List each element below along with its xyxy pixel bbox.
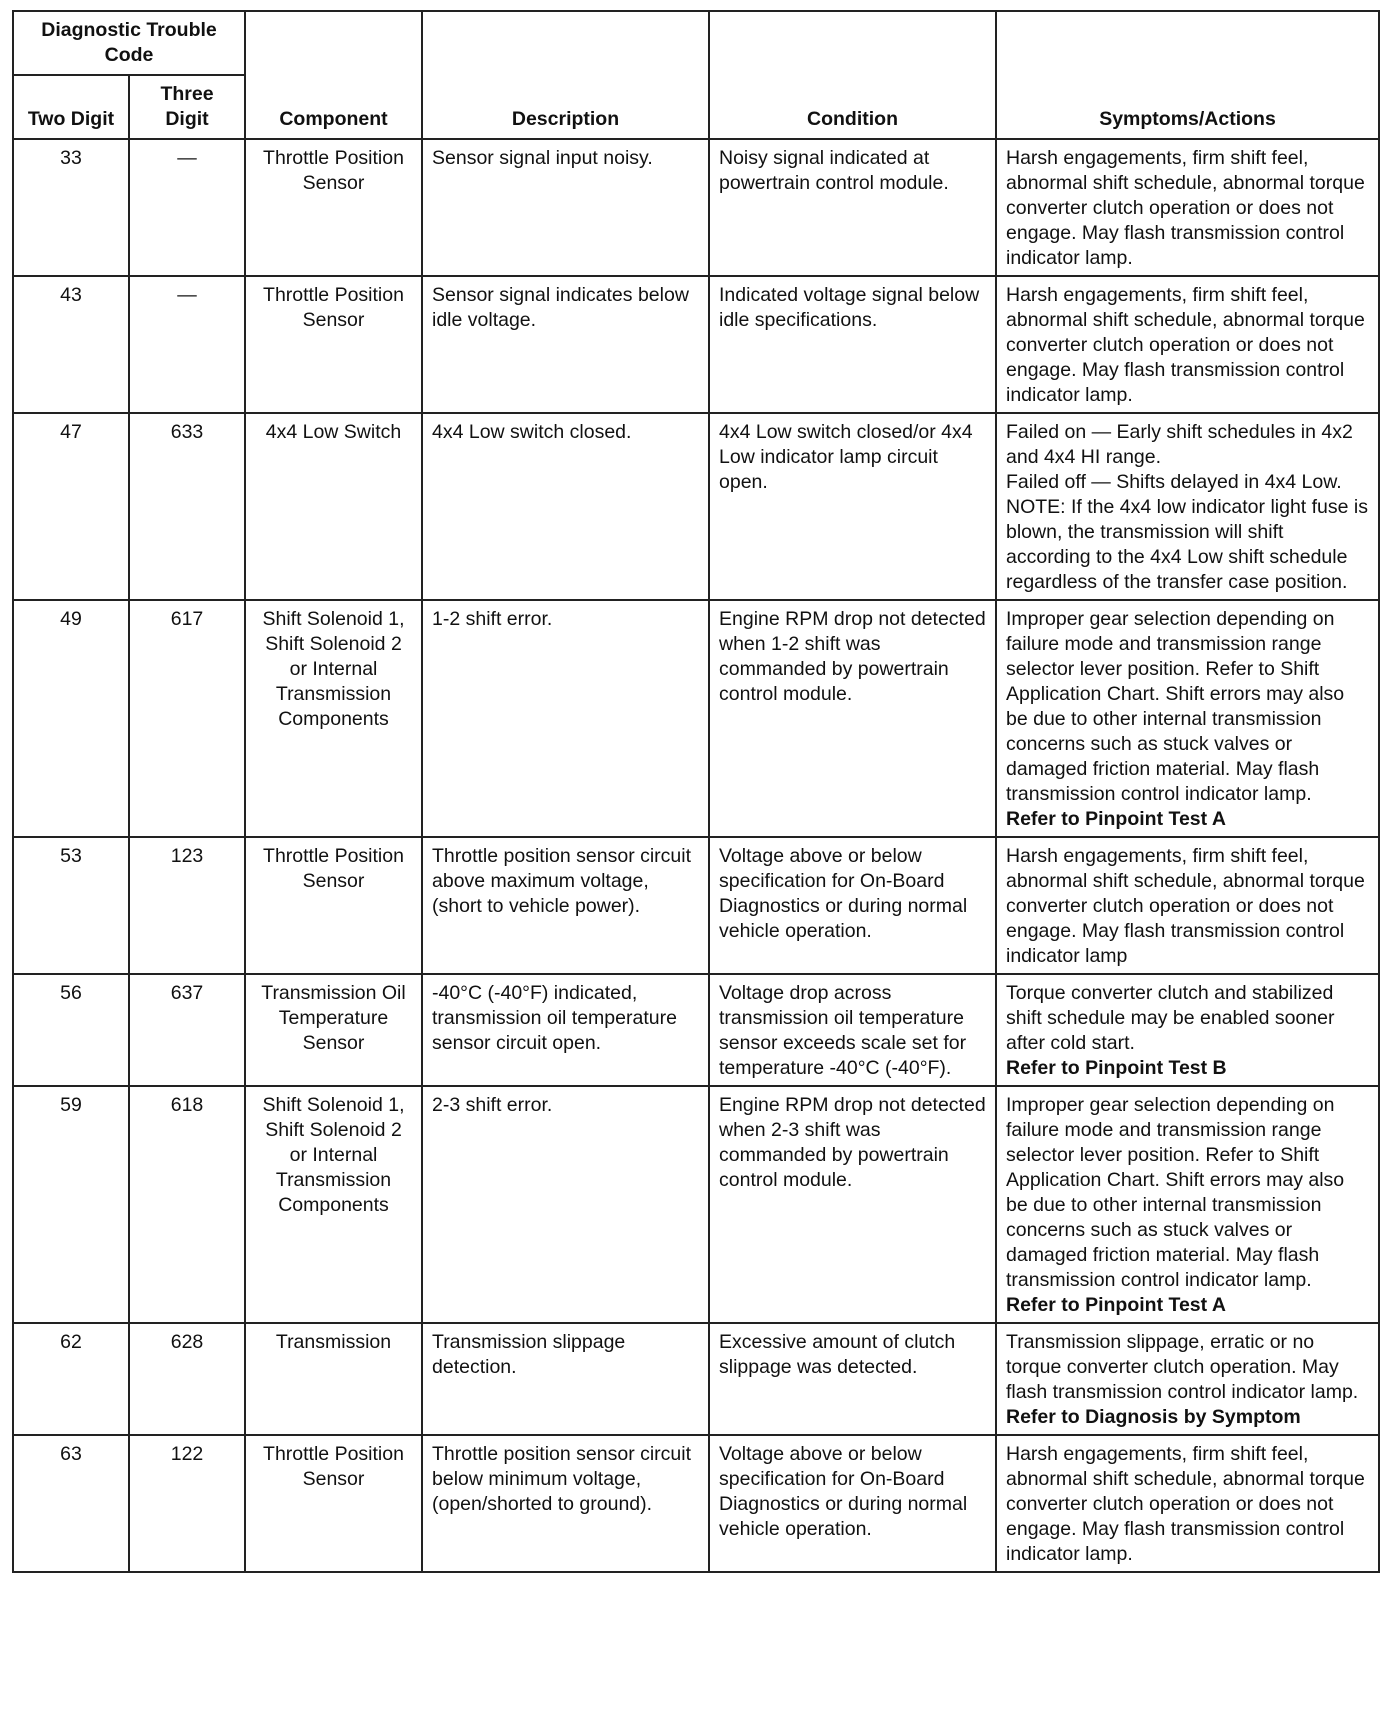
cell-two-digit: 33 xyxy=(13,139,129,276)
cell-symptoms-actions xyxy=(996,837,1379,974)
cell-condition: Voltage above or below specification for On-Board Diagnostics or during normal vehicle operation. xyxy=(709,1435,996,1572)
cell-condition: Voltage drop across transmission oil temperature sensor exceeds scale set for temperature -40°C (-40°F). xyxy=(709,974,996,1086)
cell-condition: 4x4 Low switch closed/or 4x4 Low indicator lamp circuit open. xyxy=(709,413,996,600)
cell-description: 2-3 shift error. xyxy=(422,1086,709,1323)
symptom-text: Failed on — Early shift schedules in 4x2 and 4x4 HI range. xyxy=(1006,421,1353,468)
table-row xyxy=(13,600,1379,837)
cell-three-digit: 628 xyxy=(129,1323,245,1435)
table-row xyxy=(13,1086,1379,1323)
dtc-table xyxy=(12,10,1380,1573)
cell-component: Shift Solenoid 1, Shift Solenoid 2 or Internal Transmission Components xyxy=(245,600,422,837)
action-reference: Refer to Pinpoint Test A xyxy=(1006,1294,1226,1316)
cell-two-digit: 59 xyxy=(13,1086,129,1323)
header-diagnostic-trouble-code: Diagnostic Trouble Code xyxy=(13,11,245,75)
symptom-text: Harsh engagements, firm shift feel, abnormal shift schedule, abnormal torque converter clutch operation or does not engage. May flash transmission control indicator lamp. xyxy=(1006,147,1365,269)
symptom-text: Improper gear selection depending on failure mode and transmission range selector lever position. Refer to Shift Application Chart. Shift errors may also be due to other internal transmission concerns such as stuck valves or damaged friction material. May flash transmission control indicator lamp. xyxy=(1006,1094,1345,1291)
symptom-text: Harsh engagements, firm shift feel, abnormal shift schedule, abnormal torque converter clutch operation or does not engage. May flash transmission control indicator lamp. xyxy=(1006,1443,1365,1565)
cell-description: 1-2 shift error. xyxy=(422,600,709,837)
table-row xyxy=(13,974,1379,1086)
cell-component: Throttle Position Sensor xyxy=(245,139,422,276)
cell-three-digit: 122 xyxy=(129,1435,245,1572)
cell-two-digit: 43 xyxy=(13,276,129,413)
cell-condition: Engine RPM drop not detected when 2-3 shift was commanded by powertrain control module. xyxy=(709,1086,996,1323)
cell-two-digit: 49 xyxy=(13,600,129,837)
symptom-text: Torque converter clutch and stabilized shift schedule may be enabled sooner after cold start. xyxy=(1006,982,1335,1054)
symptom-text: Failed off — Shifts delayed in 4x4 Low. xyxy=(1006,471,1342,493)
cell-three-digit: 123 xyxy=(129,837,245,974)
cell-component: Transmission xyxy=(245,1323,422,1435)
cell-three-digit: 618 xyxy=(129,1086,245,1323)
cell-description: 4x4 Low switch closed. xyxy=(422,413,709,600)
cell-description: Throttle position sensor circuit below minimum voltage, (open/shorted to ground). xyxy=(422,1435,709,1572)
cell-component: Throttle Position Sensor xyxy=(245,276,422,413)
table-row xyxy=(13,837,1379,974)
header-condition: Condition xyxy=(709,11,996,139)
symptom-text: Harsh engagements, firm shift feel, abnormal shift schedule, abnormal torque converter clutch operation or does not engage. May flash transmission control indicator lamp. xyxy=(1006,284,1365,406)
symptom-text: NOTE: If the 4x4 low indicator light fuse is blown, the transmission will shift according to the 4x4 Low shift schedule regardless of the transfer case position. xyxy=(1006,496,1368,593)
cell-description: Sensor signal indicates below idle voltage. xyxy=(422,276,709,413)
cell-component: Shift Solenoid 1, Shift Solenoid 2 or Internal Transmission Components xyxy=(245,1086,422,1323)
cell-component: 4x4 Low Switch xyxy=(245,413,422,600)
cell-condition: Indicated voltage signal below idle specifications. xyxy=(709,276,996,413)
action-reference: Refer to Pinpoint Test A xyxy=(1006,808,1226,830)
cell-three-digit: — xyxy=(129,276,245,413)
symptom-text: Improper gear selection depending on failure mode and transmission range selector lever position. Refer to Shift Application Chart. Shift errors may also be due to other internal transmission concerns such as stuck valves or damaged friction material. May flash transmission control indicator lamp. xyxy=(1006,608,1345,805)
header-two-digit: Two Digit xyxy=(13,75,129,139)
cell-condition: Engine RPM drop not detected when 1-2 shift was commanded by powertrain control module. xyxy=(709,600,996,837)
cell-symptoms-actions xyxy=(996,1323,1379,1435)
table-row xyxy=(13,139,1379,276)
table-row xyxy=(13,1323,1379,1435)
cell-description: Throttle position sensor circuit above maximum voltage, (short to vehicle power). xyxy=(422,837,709,974)
cell-two-digit: 47 xyxy=(13,413,129,600)
table-row xyxy=(13,276,1379,413)
cell-three-digit: — xyxy=(129,139,245,276)
cell-symptoms-actions xyxy=(996,276,1379,413)
symptom-text: Transmission slippage, erratic or no torque converter clutch operation. May flash transmission control indicator lamp. xyxy=(1006,1331,1359,1403)
cell-three-digit: 633 xyxy=(129,413,245,600)
action-reference: Refer to Diagnosis by Symptom xyxy=(1006,1406,1301,1428)
cell-symptoms-actions xyxy=(996,600,1379,837)
cell-two-digit: 56 xyxy=(13,974,129,1086)
cell-condition: Noisy signal indicated at powertrain control module. xyxy=(709,139,996,276)
cell-condition: Excessive amount of clutch slippage was detected. xyxy=(709,1323,996,1435)
cell-three-digit: 617 xyxy=(129,600,245,837)
cell-two-digit: 63 xyxy=(13,1435,129,1572)
cell-three-digit: 637 xyxy=(129,974,245,1086)
cell-description: Transmission slippage detection. xyxy=(422,1323,709,1435)
symptom-text: Harsh engagements, firm shift feel, abnormal shift schedule, abnormal torque converter clutch operation or does not engage. May flash transmission control indicator lamp xyxy=(1006,845,1365,967)
cell-symptoms-actions xyxy=(996,1086,1379,1323)
header-component: Component xyxy=(245,11,422,139)
cell-component: Throttle Position Sensor xyxy=(245,837,422,974)
table-body xyxy=(13,139,1379,1572)
action-reference: Refer to Pinpoint Test B xyxy=(1006,1057,1227,1079)
header-description: Description xyxy=(422,11,709,139)
cell-symptoms-actions xyxy=(996,139,1379,276)
cell-two-digit: 53 xyxy=(13,837,129,974)
table-row xyxy=(13,413,1379,600)
cell-condition: Voltage above or below specification for On-Board Diagnostics or during normal vehicle operation. xyxy=(709,837,996,974)
cell-symptoms-actions xyxy=(996,1435,1379,1572)
cell-description: -40°C (-40°F) indicated, transmission oil temperature sensor circuit open. xyxy=(422,974,709,1086)
cell-description: Sensor signal input noisy. xyxy=(422,139,709,276)
table-row xyxy=(13,1435,1379,1572)
table-header xyxy=(13,11,1379,139)
cell-symptoms-actions xyxy=(996,974,1379,1086)
header-symptoms-actions: Symptoms/Actions xyxy=(996,11,1379,139)
cell-two-digit: 62 xyxy=(13,1323,129,1435)
cell-symptoms-actions xyxy=(996,413,1379,600)
header-three-digit: Three Digit xyxy=(129,75,245,139)
cell-component: Throttle Position Sensor xyxy=(245,1435,422,1572)
cell-component: Transmission Oil Temperature Sensor xyxy=(245,974,422,1086)
